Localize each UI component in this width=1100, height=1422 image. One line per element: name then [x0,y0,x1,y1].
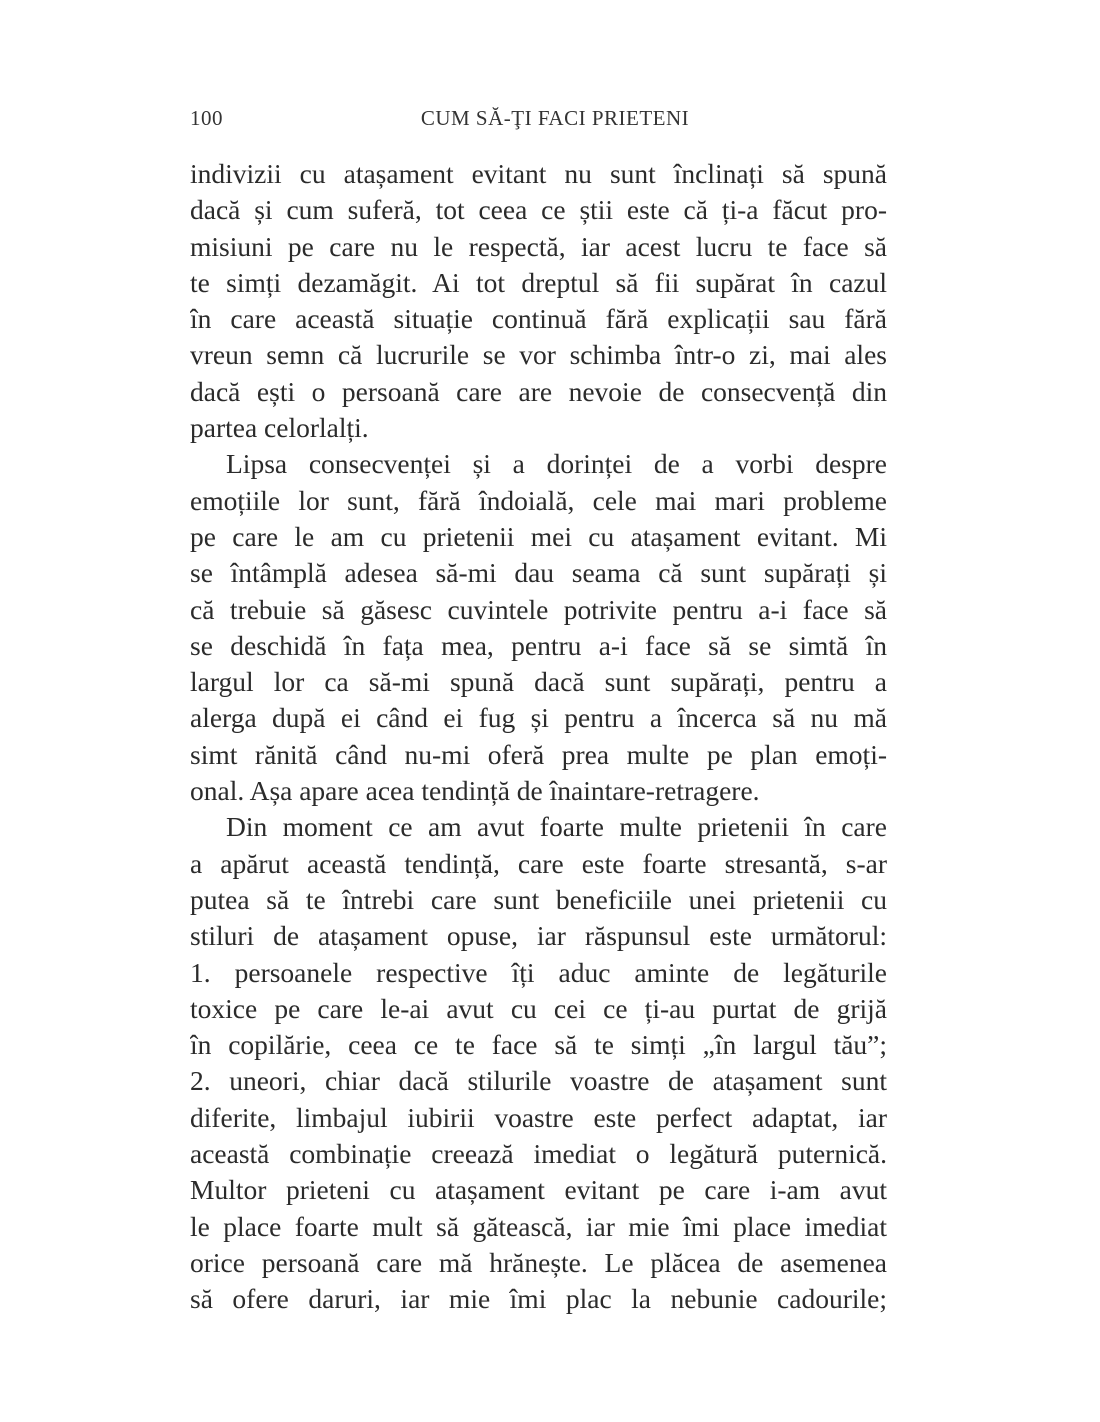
text-line: se deschidă în fața mea, pentru a-i face să se simtă în [190,629,887,661]
text-line: Lipsa consecvenței și a dorinței de a vorbi despre [226,448,887,480]
text-line: orice persoană care mă hrănește. Le plăcea de asemenea [190,1246,887,1278]
text-line: 1. persoanele respective îți aduc aminte de legăturile [190,956,887,988]
text-line: pe care le am cu prietenii mei cu atașament evitant. Mi [190,520,887,552]
text-line: dacă ești o persoană care are nevoie de consecvență din [190,375,887,407]
text-line: misiuni pe care nu le respectă, iar acest lucru te face să [190,230,887,262]
text-line: să ofere daruri, iar mie îmi plac la nebunie cadourile; [190,1283,887,1315]
text-line: în copilărie, ceea ce te face să te simți „în largul tău”; [190,1029,887,1061]
text-line: te simți dezamăgit. Ai tot dreptul să fii supărat în cazul [190,266,887,298]
text-line: a apărut această tendință, care este foarte stresantă, s-ar [190,847,887,879]
text-line: diferite, limbajul iubirii voastre este perfect adaptat, iar [190,1101,887,1133]
paragraph [190,446,887,809]
text-line: Multor prieteni cu atașament evitant pe care i-am avut [190,1174,887,1206]
text-line: largul lor ca să-mi spună dacă sunt supărați, pentru a [190,666,887,698]
text-line: vreun semn că lucrurile se vor schimba într-o zi, mai ales [190,339,887,371]
text-line: se întâmplă adesea să-mi dau seama că sunt supărați și [190,557,887,589]
paragraph [190,809,887,1317]
running-title: CUM SĂ-ŢI FACI PRIETENI [420,106,690,130]
text-line: emoțiile lor sunt, fără îndoială, cele mai mari probleme [190,484,887,516]
text-line: indivizii cu atașament evitant nu sunt înclinați să spună [190,158,887,189]
text-line: simt rănită când nu-mi oferă prea multe pe plan emoți- [190,738,887,770]
text-line: în care această situație continuă fără explicații sau fără [190,303,887,335]
body-text [190,156,887,1318]
paragraph [190,156,887,446]
text-line: dacă și cum suferă, tot ceea ce știi este că ți-a făcut pro- [190,194,887,226]
text-line: această combinație creează imediat o legătură puternică. [190,1138,887,1170]
running-header [190,106,890,136]
page-number: 100 [190,106,223,130]
text-line: partea celorlalți. [190,412,369,444]
text-line: că trebuie să găsesc cuvintele potrivite pentru a-i face să [190,593,887,625]
text-line: le place foarte mult să gătească, iar mie îmi place imediat [190,1210,887,1242]
text-line: stiluri de atașament opuse, iar răspunsul este următorul: [190,920,887,952]
text-line: putea să te întrebi care sunt beneficiile unei prietenii cu [190,883,887,915]
text-line: Din moment ce am avut foarte multe prietenii în care [226,811,887,843]
text-line: alerga după ei când ei fug și pentru a încerca să nu mă [190,702,887,734]
text-line: toxice pe care le-ai avut cu cei ce ți-au purtat de grijă [190,992,887,1024]
text-line: 2. uneori, chiar dacă stilurile voastre de atașament sunt [190,1065,887,1097]
text-line: onal. Așa apare acea tendință de înaintare-retragere. [190,775,760,807]
